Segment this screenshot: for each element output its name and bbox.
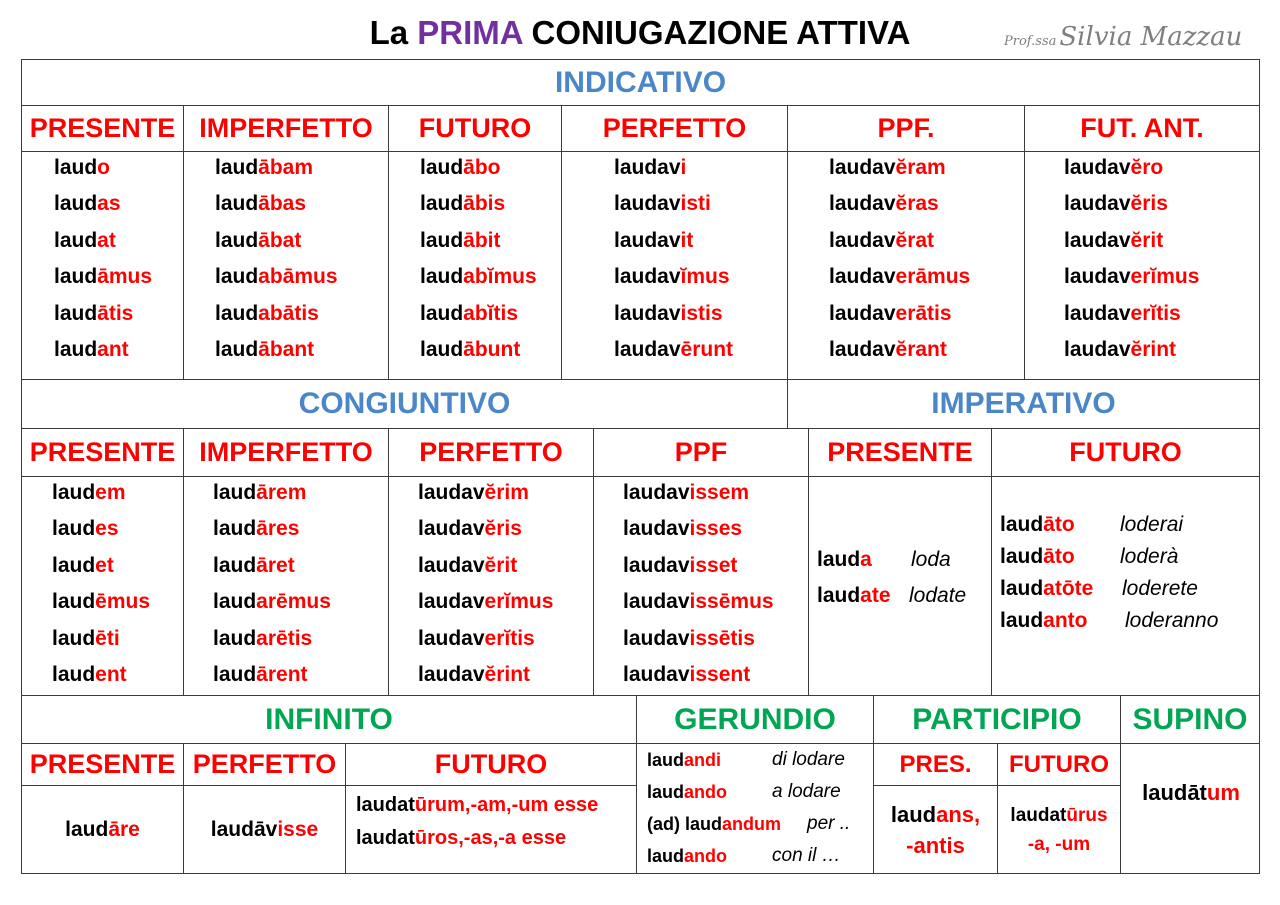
verb-ending: ĕrat <box>895 228 935 252</box>
verb-stem: laudav <box>1064 228 1131 252</box>
verb-ending: ĕrim <box>484 481 529 504</box>
imp-futuro-row: laudatōte loderete <box>1000 577 1198 600</box>
gerundio-row: laudando con il … <box>647 845 841 866</box>
verb-stem: laudav <box>829 265 896 289</box>
verb-form <box>418 475 553 511</box>
verb-form <box>420 259 537 295</box>
imp-futuro-row: laudanto loderanno <box>1000 609 1219 632</box>
verb-form <box>1064 186 1199 222</box>
verb-ending: ābat <box>258 228 302 252</box>
ind-tense-perfetto: PERFETTO <box>561 105 787 151</box>
verb-form <box>614 223 733 259</box>
mood-imperativo: IMPERATIVO <box>787 379 1260 428</box>
ind-tense-ppf: PPF. <box>787 105 1024 151</box>
verb-form <box>213 657 331 693</box>
verb-form <box>1064 150 1199 186</box>
part-pres-line1: laudans, <box>890 801 981 827</box>
verb-ending: ĕrit <box>484 553 518 577</box>
verb-ending: erāmus <box>895 265 971 289</box>
verb-stem: laud <box>213 553 257 577</box>
verb-ending: erātis <box>895 301 952 325</box>
verb-form <box>213 511 331 547</box>
verb-form <box>215 332 338 368</box>
verb-ending: ābit <box>463 228 501 252</box>
imp-tense-futuro: FUTURO <box>991 428 1260 476</box>
verb-form <box>418 511 553 547</box>
verb-stem: laudav <box>1064 337 1131 361</box>
verb-ending: ĕris <box>1130 192 1168 216</box>
ind-futuro-forms <box>420 150 537 368</box>
verb-stem: laudav <box>829 301 896 325</box>
verb-ending: istis <box>680 301 723 325</box>
ind-tense-fut-ant: FUT. ANT. <box>1024 105 1260 151</box>
verb-form <box>215 259 338 295</box>
verb-form <box>213 548 331 584</box>
verb-stem: laud <box>420 192 464 216</box>
verb-ending: āmus <box>97 265 153 289</box>
cong-tense-presente: PRESENTE <box>21 428 183 476</box>
verb-ending: ēti <box>95 626 120 650</box>
verb-form <box>623 511 774 547</box>
verb-stem: laud <box>213 662 257 686</box>
verb-stem: laud <box>54 228 98 252</box>
verb-ending: erĭmus <box>484 590 554 614</box>
verb-ending: abĭtis <box>463 301 519 325</box>
verb-stem: laud <box>213 626 257 650</box>
verb-form <box>213 584 331 620</box>
verb-form <box>829 223 970 259</box>
verb-stem: laud <box>420 301 464 325</box>
verb-ending: as <box>97 192 121 216</box>
verb-stem: laudav <box>614 265 681 289</box>
verb-ending: arēmus <box>256 590 331 614</box>
verb-form <box>614 150 733 186</box>
verb-ending: o <box>97 156 110 179</box>
verb-form <box>215 296 338 332</box>
verb-form <box>614 332 733 368</box>
gerundio-cell <box>636 743 873 874</box>
verb-stem: laud <box>54 301 98 325</box>
verb-ending: erĭtis <box>1130 301 1181 325</box>
part-tense-pres: PRES. <box>873 743 997 785</box>
verb-stem: laudav <box>829 337 896 361</box>
verb-ending: ābis <box>463 192 506 216</box>
verb-form <box>420 186 537 222</box>
verb-ending: es <box>95 517 119 541</box>
verb-form <box>54 150 152 186</box>
verb-form <box>418 584 553 620</box>
verb-form <box>52 511 150 547</box>
verb-ending: erĭtis <box>484 626 535 650</box>
author-signature: Prof.ssa Silvia Mazzau <box>1004 22 1243 52</box>
verb-form <box>418 548 553 584</box>
verb-form <box>829 150 970 186</box>
verb-ending: i <box>680 156 687 179</box>
verb-ending: ĕrint <box>484 662 531 686</box>
verb-stem: laudav <box>1064 301 1131 325</box>
verb-stem: laudav <box>623 517 690 541</box>
verb-form <box>54 296 152 332</box>
verb-stem: laud <box>420 337 464 361</box>
verb-stem: laudav <box>418 553 485 577</box>
verb-ending: arētis <box>256 626 313 650</box>
verb-ending: ĕram <box>895 156 946 179</box>
part-futuro-line2: -a, -um <box>1027 833 1091 855</box>
cong-ppf-forms <box>623 475 774 693</box>
ind-perfetto-forms <box>614 150 733 368</box>
cong-presente-forms <box>52 475 150 693</box>
verb-form <box>420 296 537 332</box>
verb-form <box>420 150 537 186</box>
inf-presente-cell: laud āre <box>21 785 183 874</box>
verb-stem: laudav <box>1064 156 1131 179</box>
ind-ppf-forms <box>829 150 970 368</box>
verb-form <box>420 332 537 368</box>
verb-ending: issent <box>689 662 751 686</box>
verb-ending: abāmus <box>258 265 338 289</box>
verb-stem: laudav <box>614 337 681 361</box>
imp-futuro-row: laudāto loderai <box>1000 513 1184 536</box>
verb-form <box>215 150 338 186</box>
cong-imperfetto-forms <box>213 475 331 693</box>
verb-form <box>52 621 150 657</box>
gerundio-row: laudando a lodare <box>647 781 841 802</box>
verb-ending: isses <box>689 517 743 541</box>
mood-infinito: INFINITO <box>21 695 636 743</box>
verb-form <box>1064 332 1199 368</box>
verb-stem: laudav <box>829 192 896 216</box>
verb-stem: laud <box>52 626 96 650</box>
verb-form <box>1064 296 1199 332</box>
ind-tense-futuro: FUTURO <box>388 105 561 151</box>
inf-futuro-row: laudatūros,-as,-a esse <box>356 827 567 849</box>
verb-ending: āres <box>256 517 300 541</box>
verb-stem: laudav <box>418 662 485 686</box>
verb-form <box>213 621 331 657</box>
page-title: La PRIMA CONIUGAZIONE ATTIVA <box>369 14 911 51</box>
verb-ending: abātis <box>258 301 319 325</box>
verb-form <box>52 657 150 693</box>
verb-stem: laud <box>215 228 259 252</box>
verb-form <box>829 332 970 368</box>
imp-futuro-forms <box>1000 509 1219 637</box>
verb-form <box>54 223 152 259</box>
mood-indicativo: INDICATIVO <box>21 59 1260 105</box>
verb-form <box>1064 223 1199 259</box>
verb-stem: laudav <box>623 481 690 504</box>
part-tense-futuro: FUTURO <box>997 743 1120 785</box>
verb-stem: laud <box>420 228 464 252</box>
verb-form <box>623 621 774 657</box>
part-futuro-line1: laudatūrus <box>1010 804 1108 826</box>
verb-stem: laud <box>215 192 259 216</box>
verb-ending: ēmus <box>95 590 151 614</box>
verb-stem: laud <box>215 156 259 179</box>
verb-form <box>829 259 970 295</box>
verb-form <box>52 475 150 511</box>
verb-ending: erĭmus <box>1130 265 1200 289</box>
verb-form <box>623 584 774 620</box>
supino-form: laudātum <box>1142 780 1240 805</box>
verb-stem: laud <box>420 265 464 289</box>
cong-perfetto-forms <box>418 475 553 693</box>
ind-tense-imperfetto: IMPERFETTO <box>183 105 388 151</box>
inf-perfetto-cell: laudāv isse <box>183 785 345 874</box>
verb-ending: ant <box>97 337 129 361</box>
verb-stem: laud <box>213 481 257 504</box>
verb-stem: laud <box>420 156 464 179</box>
verb-ending: isti <box>680 192 711 216</box>
gerundio-row: (ad) laudandum per .. <box>647 813 851 834</box>
verb-form <box>623 657 774 693</box>
verb-form <box>418 657 553 693</box>
verb-ending: issētis <box>689 626 755 650</box>
verb-ending: ārent <box>256 662 308 686</box>
verb-ending: ĭmus <box>680 265 730 289</box>
verb-stem: laud <box>52 590 96 614</box>
cong-tense-perfetto: PERFETTO <box>388 428 593 476</box>
verb-ending: ātis <box>97 301 134 325</box>
gerundio-row: laudandi di lodare <box>647 749 845 770</box>
ind-fut-ant-forms <box>1064 150 1199 368</box>
verb-stem: laudav <box>418 481 485 504</box>
mood-congiuntivo: CONGIUNTIVO <box>21 379 787 428</box>
verb-form <box>215 186 338 222</box>
verb-stem: laud <box>52 662 96 686</box>
verb-stem: laudav <box>829 156 896 179</box>
verb-ending: at <box>97 228 116 252</box>
verb-stem: laud <box>213 590 257 614</box>
verb-stem: laud <box>213 517 257 541</box>
verb-form <box>52 584 150 620</box>
verb-stem: laudav <box>623 662 690 686</box>
verb-ending: ābo <box>463 156 501 179</box>
verb-ending: issem <box>689 481 750 504</box>
verb-stem: laudav <box>623 626 690 650</box>
cong-tense-imperfetto: IMPERFETTO <box>183 428 388 476</box>
verb-form <box>623 475 774 511</box>
verb-form <box>829 186 970 222</box>
verb-ending: ent <box>95 662 127 686</box>
verb-stem: laud <box>52 553 96 577</box>
verb-ending: ĕras <box>895 192 939 216</box>
mood-supino: SUPINO <box>1120 695 1260 743</box>
verb-stem: laud <box>215 265 259 289</box>
verb-form <box>614 296 733 332</box>
verb-form <box>829 296 970 332</box>
verb-form <box>614 259 733 295</box>
imp-futuro-row: laudāto loderà <box>1000 545 1179 568</box>
verb-ending: em <box>95 481 126 504</box>
imp-presente-row: laudate lodate <box>817 584 967 607</box>
verb-stem: laudav <box>418 590 485 614</box>
verb-ending: ĕris <box>484 517 522 541</box>
cong-tense-ppf: PPF <box>593 428 808 476</box>
verb-ending: ābant <box>258 337 315 361</box>
verb-stem: laudav <box>418 626 485 650</box>
imp-presente-forms <box>817 542 967 614</box>
inf-tense-perfetto: PERFETTO <box>183 743 345 785</box>
verb-stem: laudav <box>614 192 681 216</box>
verb-ending: ĕro <box>1130 156 1164 179</box>
verb-form <box>614 186 733 222</box>
verb-form <box>420 223 537 259</box>
verb-form <box>623 548 774 584</box>
ind-imperfetto-forms <box>215 150 338 368</box>
verb-ending: issēmus <box>689 590 774 614</box>
verb-ending: ērunt <box>680 337 734 361</box>
ind-presente-forms <box>54 150 152 368</box>
verb-stem: laudav <box>1064 265 1131 289</box>
verb-form <box>52 548 150 584</box>
verb-form <box>54 332 152 368</box>
verb-stem: laudav <box>623 553 690 577</box>
verb-form <box>418 621 553 657</box>
verb-stem: laudav <box>829 228 896 252</box>
verb-stem: laud <box>54 265 98 289</box>
inf-tense-presente: PRESENTE <box>21 743 183 785</box>
inf-futuro-row: laudatūrum,-am,-um esse <box>356 794 599 816</box>
inf-tense-futuro: FUTURO <box>345 743 636 785</box>
verb-stem: laud <box>54 192 98 216</box>
verb-stem: laud <box>54 337 98 361</box>
verb-stem: laud <box>52 481 96 504</box>
verb-stem: laudav <box>614 228 681 252</box>
verb-ending: isset <box>689 553 738 577</box>
verb-stem: laudav <box>418 517 485 541</box>
verb-stem: laud <box>54 156 98 179</box>
part-futuro-cell <box>997 785 1120 874</box>
verb-form <box>215 223 338 259</box>
verb-ending: āret <box>256 553 295 577</box>
verb-ending: ĕrant <box>895 337 947 361</box>
verb-stem: laud <box>215 337 259 361</box>
verb-form <box>54 186 152 222</box>
ind-tense-presente: PRESENTE <box>21 105 183 151</box>
verb-form <box>213 475 331 511</box>
part-pres-cell <box>873 785 997 874</box>
verb-stem: laudav <box>623 590 690 614</box>
verb-ending: ĕrit <box>1130 228 1164 252</box>
imp-tense-presente: PRESENTE <box>808 428 991 476</box>
verb-ending: ĕrint <box>1130 337 1177 361</box>
verb-stem: laud <box>52 517 96 541</box>
verb-ending: ābas <box>258 192 307 216</box>
verb-stem: laudav <box>1064 192 1131 216</box>
verb-ending: et <box>95 553 114 577</box>
imp-presente-row: lauda loda <box>817 548 951 571</box>
verb-stem: laud <box>215 301 259 325</box>
verb-ending: abĭmus <box>463 265 537 289</box>
verb-ending: ābam <box>258 156 314 179</box>
verb-form <box>54 259 152 295</box>
inf-futuro-cell <box>345 785 636 874</box>
verb-ending: ābunt <box>463 337 521 361</box>
mood-participio: PARTICIPIO <box>873 695 1120 743</box>
part-pres-line2: -antis <box>906 832 965 858</box>
verb-form <box>1064 259 1199 295</box>
mood-gerundio: GERUNDIO <box>636 695 873 743</box>
verb-ending: ārem <box>256 481 307 504</box>
verb-ending: it <box>680 228 694 252</box>
verb-stem: laudav <box>614 301 681 325</box>
verb-stem: laudav <box>614 156 681 179</box>
supino-cell <box>1120 743 1260 874</box>
